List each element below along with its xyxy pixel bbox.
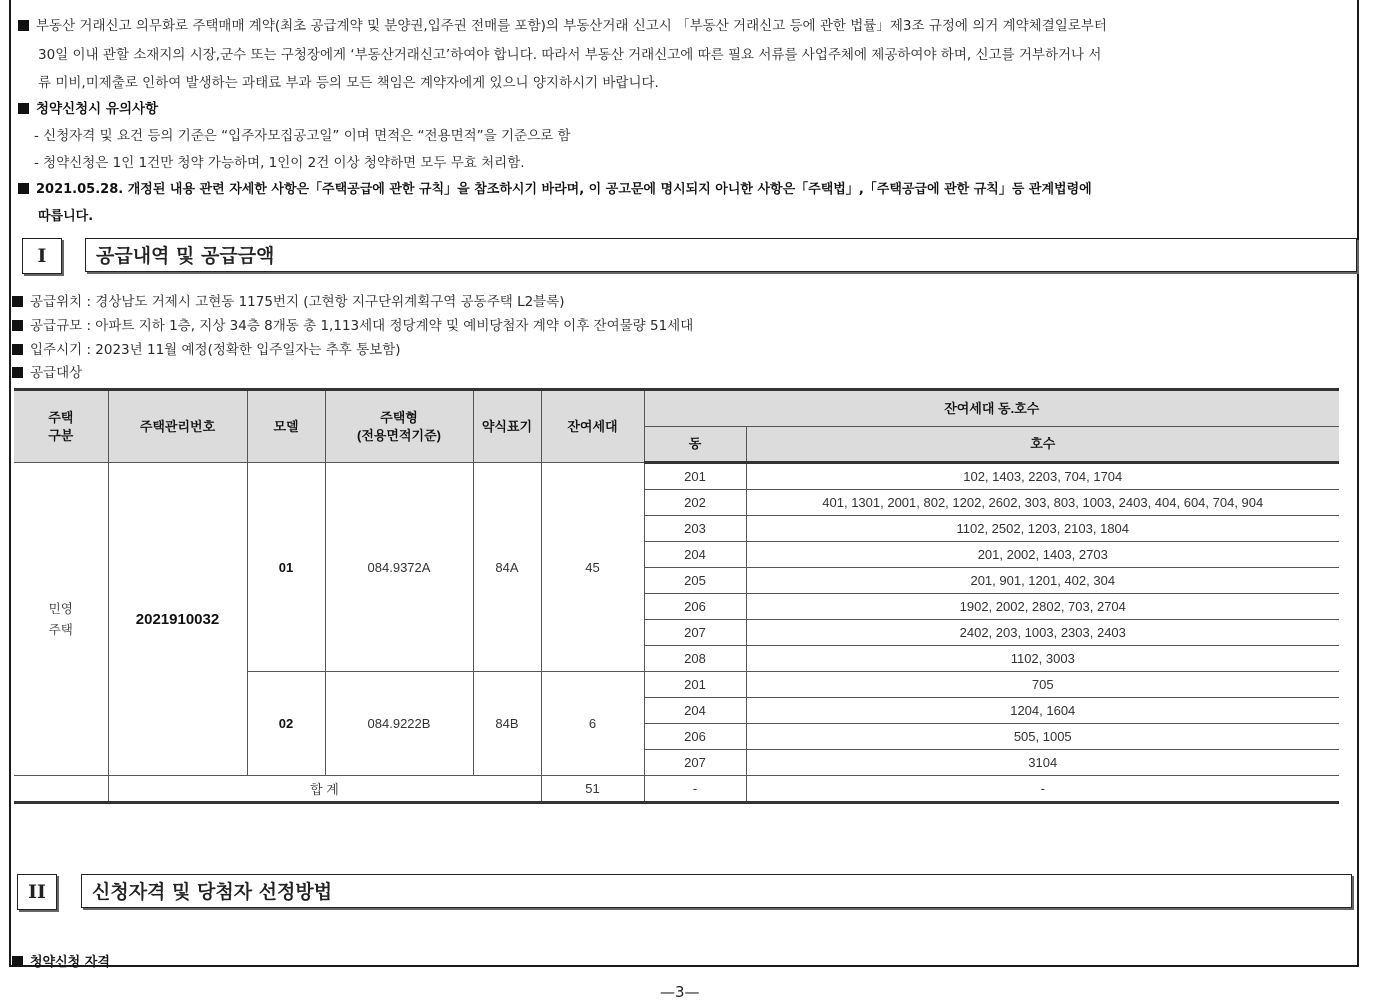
note-3-line-2: 따릅니다. [38,209,94,224]
house-type-cell: 084.9222B [325,672,473,776]
note-2-heading: 청약신청시 유의사항 [18,97,158,117]
section-2-title: 신청자격 및 당첨자 선정방법 [81,874,1352,908]
header-management-number: 주택관리번호 [108,390,247,463]
dong-cell: 204 [644,542,746,568]
note-2-bullet-1: - 신청자격 및 요건 등의 기준은 “입주자모집공고일” 이며 면적은 “전용면적”을 기준으로 함 [34,128,571,144]
ho-cell: 705 [746,672,1339,698]
square-bullet-icon [18,20,29,31]
dong-cell: 204 [644,698,746,724]
ho-cell: 3104 [746,750,1339,776]
dong-cell: 201 [644,463,746,490]
remaining-count-cell: 45 [541,463,644,672]
ho-cell: 1204, 1604 [746,698,1339,724]
note-1-line-3: 류 미비,미제출로 인하여 발생하는 과태료 부과 등의 모든 책임은 계약자에게 있으니 양지하시기 바랍니다. [38,75,659,91]
house-type-cell: 084.9372A [325,463,473,672]
header-remaining-dong-ho: 잔여세대 동.호수 [644,390,1339,427]
ho-cell: 505, 1005 [746,724,1339,750]
section-2-header [17,874,1357,910]
note-2-bullet-2: - 청약신청은 1인 1건만 청약 가능하며, 1인이 2건 이상 청약하면 모두 무효 처리함. [34,155,525,171]
housing-type-cell: 민영 주택 [14,463,108,776]
abbreviation-cell: 84A [473,463,541,672]
section-1-title: 공급내역 및 공급금액 [85,238,1357,272]
model-cell: 02 [247,672,325,776]
square-bullet-icon [12,956,23,967]
dong-cell: 205 [644,568,746,594]
header-housing-type: 주택 구분 [14,390,108,463]
total-row [14,776,1339,803]
ho-cell: 201, 901, 1201, 402, 304 [746,568,1339,594]
section-1-header [22,238,1359,274]
square-bullet-icon [12,320,23,331]
section-2-number: II [17,874,57,910]
ho-cell: 401, 1301, 2001, 802, 1202, 2602, 303, 803, 1003, 2403, 404, 604, 704, 904 [746,490,1339,516]
header-house-type: 주택형 (전용면적기준) [325,390,473,463]
dong-cell: 206 [644,594,746,620]
abbreviation-cell: 84B [473,672,541,776]
dong-cell: 201 [644,672,746,698]
header-remaining-units: 잔여세대 [541,390,644,463]
remaining-count-cell: 6 [541,672,644,776]
dong-cell: 203 [644,516,746,542]
total-blank-cell [14,776,108,803]
header-dong: 동 [644,427,746,463]
page-number: —3— [660,983,700,1001]
total-ho-cell: - [746,776,1339,803]
ho-cell: 1102, 3003 [746,646,1339,672]
note-1-line-2: 30일 이내 관할 소재지의 시장,군수 또는 구청장에게 ‘부동산거래신고’하여야 합니다. 따라서 부동산 거래신고에 따른 필요 서류를 사업주체에 제공하여야 하며, 신고를 거부하거나 서 [38,47,1102,63]
supply-target: 공급대상 [12,361,82,381]
header-ho: 호수 [746,427,1339,463]
total-dong-cell: - [644,776,746,803]
dong-cell: 207 [644,620,746,646]
table-row [14,463,1339,490]
square-bullet-icon [18,183,29,194]
square-bullet-icon [12,344,23,355]
model-cell: 01 [247,463,325,672]
header-abbreviation: 약식표기 [473,390,541,463]
square-bullet-icon [12,296,23,307]
supply-location: 공급위치 : 경상남도 거제시 고현동 1175번지 (고현항 지구단위계획구역 공동주택 L2블록) [12,290,565,310]
eligibility-heading: 청약신청 자격 [12,951,110,970]
supply-table [14,388,1339,804]
supply-scale: 공급규모 : 아파트 지하 1층, 지상 34층 8개동 총 1,113세대 정당계약 및 예비당첨자 계약 이후 잔여물량 51세대 [12,314,693,334]
total-label-cell: 합 계 [108,776,541,803]
ho-cell: 2402, 203, 1003, 2303, 2403 [746,620,1339,646]
dong-cell: 208 [644,646,746,672]
ho-cell: 1902, 2002, 2802, 703, 2704 [746,594,1339,620]
management-number-cell: 2021910032 [108,463,247,776]
note-3-line-1: 2021.05.28. 개정된 내용 관련 자세한 사항은「주택공급에 관한 규칙」을 참조하시기 바라며, 이 공고문에 명시되지 아니한 사항은「주택법」,「주택공급에 관한 규칙」등 관계법령에 [18,178,1092,197]
move-in-period: 입주시기 : 2023년 11월 예정(정확한 입주일자는 추후 통보함) [12,338,401,358]
section-1-number: I [22,238,62,274]
dong-cell: 206 [644,724,746,750]
header-model: 모델 [247,390,325,463]
ho-cell: 1102, 2502, 1203, 2103, 1804 [746,516,1339,542]
square-bullet-icon [18,103,29,114]
ho-cell: 201, 2002, 1403, 2703 [746,542,1339,568]
total-count-cell: 51 [541,776,644,803]
dong-cell: 207 [644,750,746,776]
ho-cell: 102, 1403, 2203, 704, 1704 [746,463,1339,490]
note-1-line-1: 부동산 거래신고 의무화로 주택매매 계약(최초 공급계약 및 분양권,입주권 전매를 포함)의 부동산거래 신고시 「부동산 거래신고 등에 관한 법률」제3조 규정에 의거 계약체결일로부터 [18,14,1107,34]
dong-cell: 202 [644,490,746,516]
square-bullet-icon [12,367,23,378]
